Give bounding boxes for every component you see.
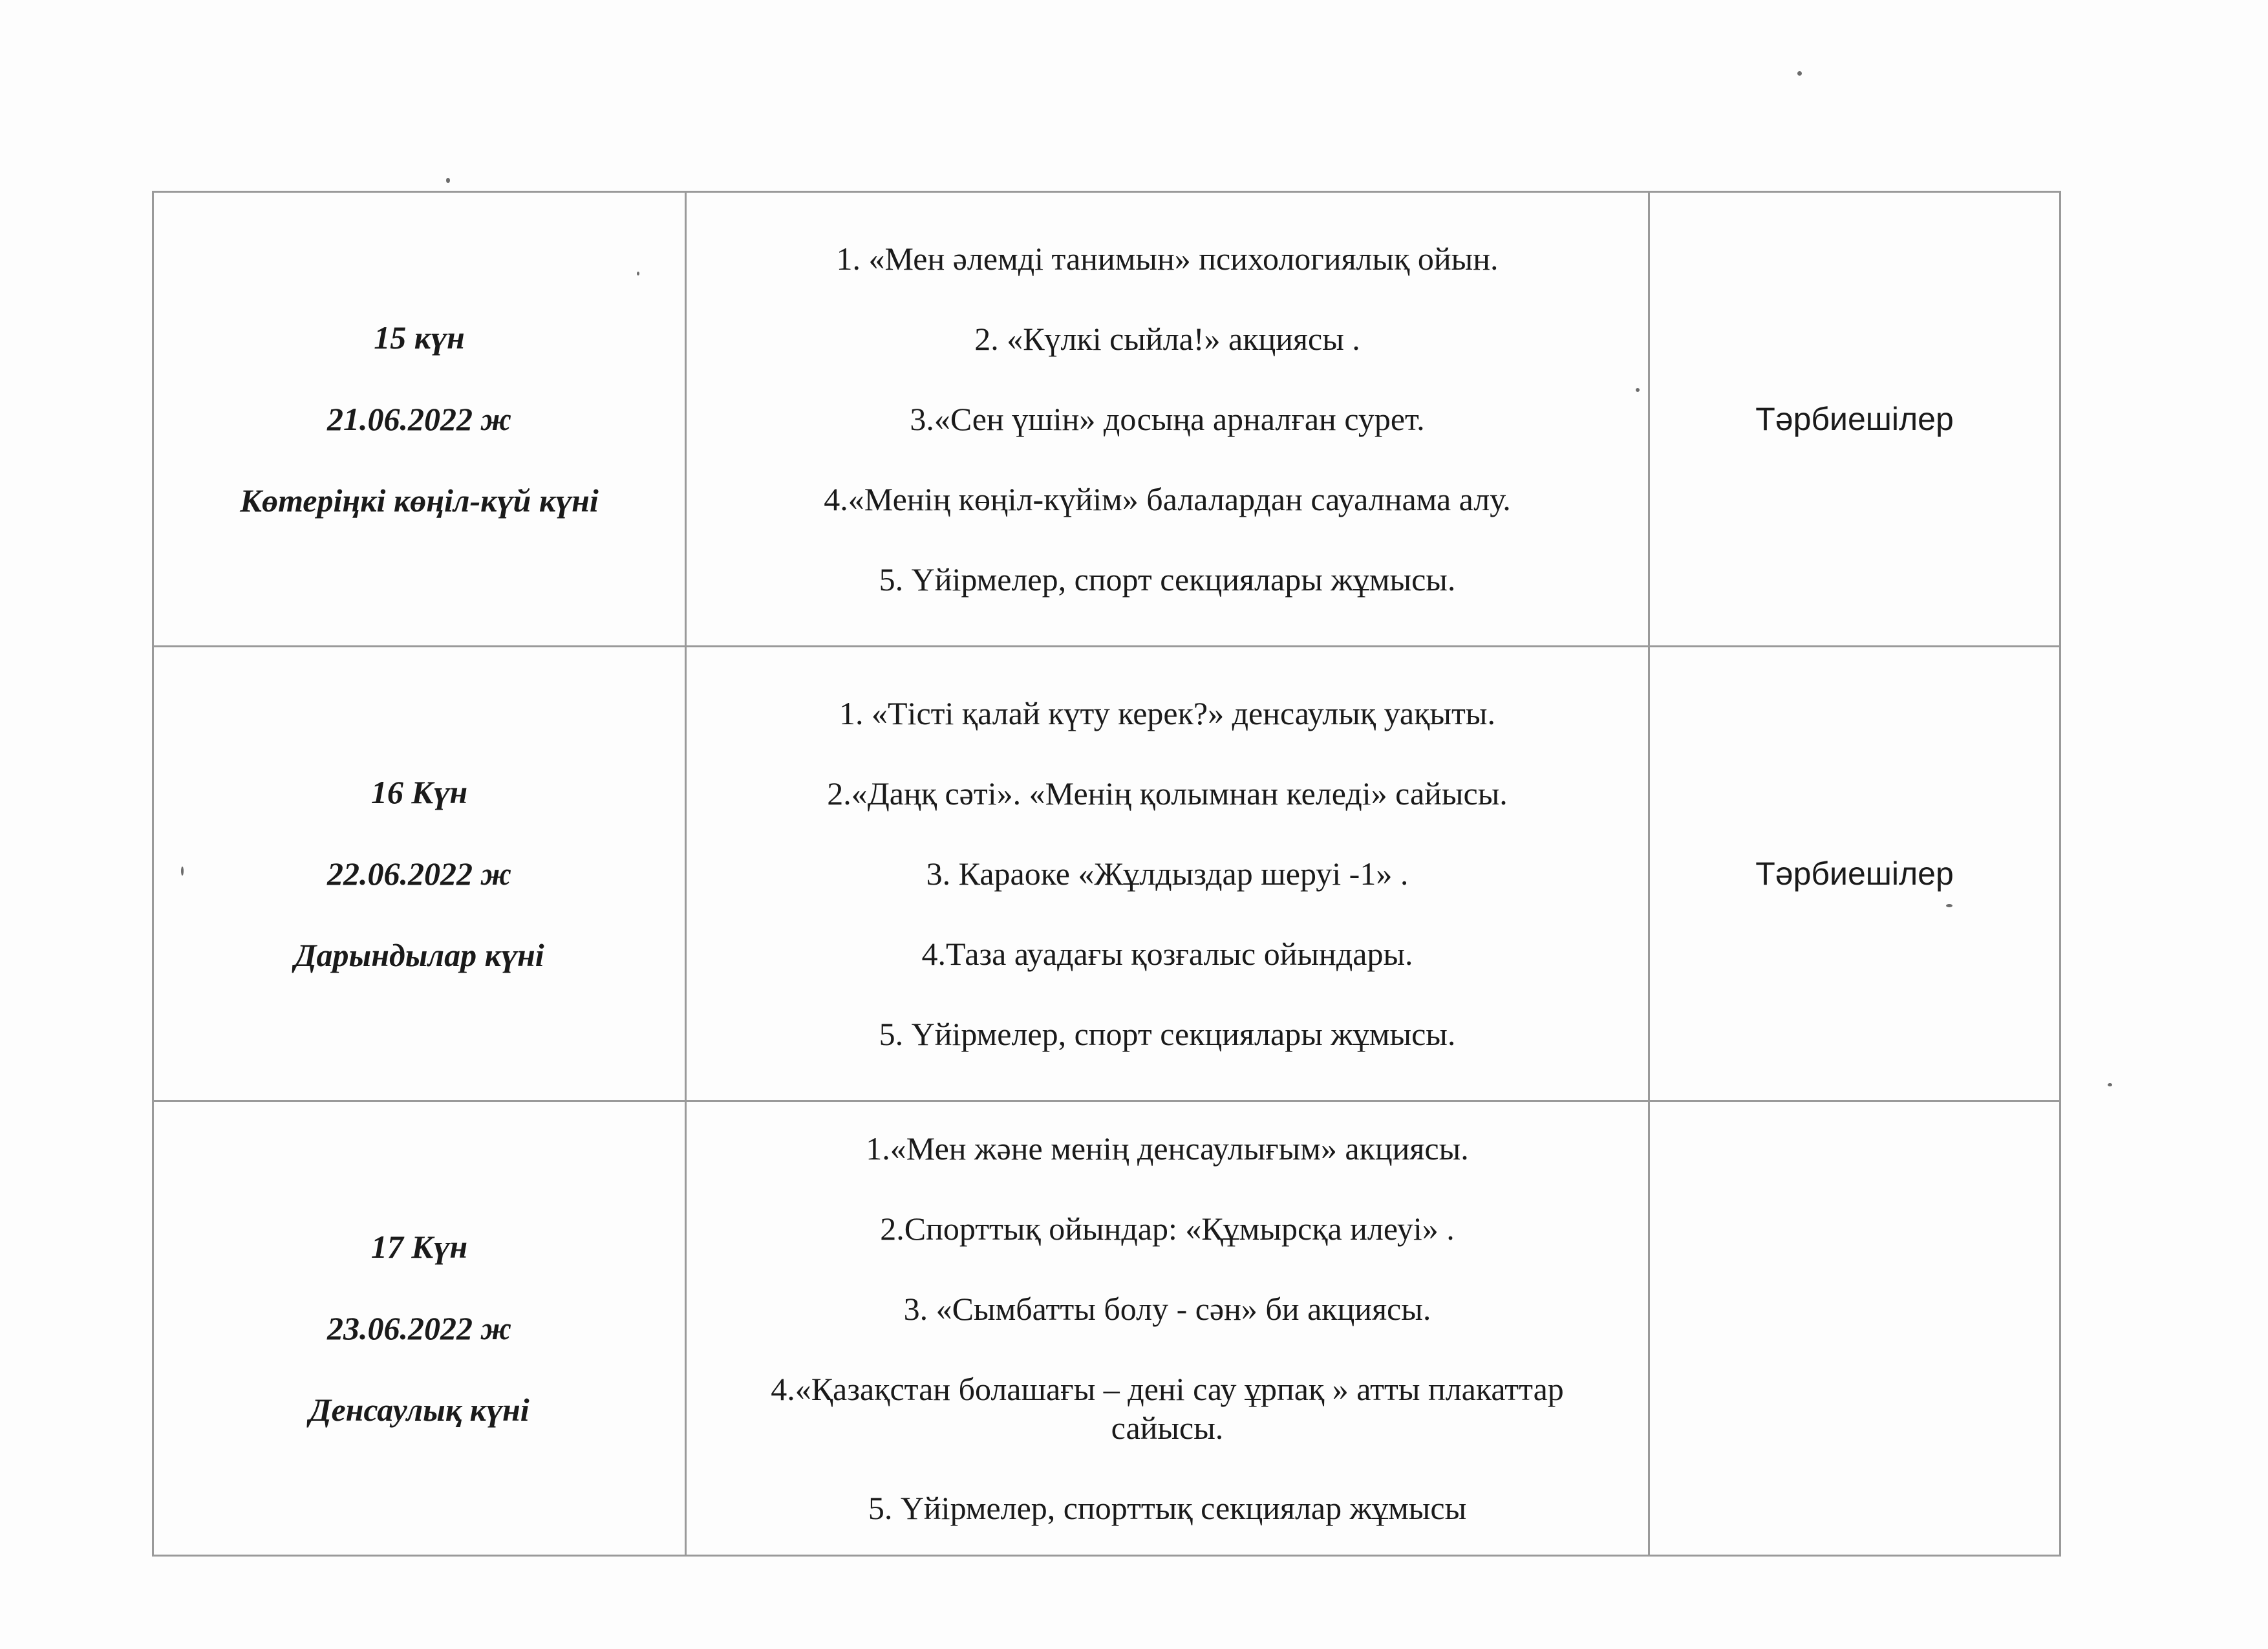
day-cell (153, 192, 686, 647)
day-cell (153, 647, 686, 1101)
day-date: 21.06.2022 ж (326, 401, 512, 437)
scan-speck (1946, 904, 1952, 907)
day-theme: Көтеріңкі көңіл-күй күні (240, 482, 599, 519)
activity-item: 1.«Мен және менің денсаулығым» акциясы. (866, 1130, 1469, 1167)
day-theme: Дарындылар күні (294, 937, 544, 973)
activity-item: 4.«Менің көңіл-күйім» балалардан сауалнама алу. (824, 481, 1511, 517)
day-number: 17 Күн (370, 1229, 468, 1265)
scan-speck (2108, 1083, 2112, 1086)
day-theme: Денсаулық күні (309, 1392, 530, 1428)
scan-speck (446, 178, 450, 183)
schedule-table (152, 191, 2061, 1557)
day-cell (153, 1101, 686, 1556)
day-date: 22.06.2022 ж (326, 856, 512, 892)
activities-cell (686, 647, 1649, 1101)
activity-item: 3.«Сен үшін» досыңа арналған сурет. (910, 401, 1425, 437)
scan-speck (1797, 71, 1802, 76)
table-row (153, 1101, 2060, 1556)
activity-item: 5. Үйірмелер, спорт секциялары жұмысы. (879, 561, 1456, 598)
activity-item: 2.«Даңқ сәті». «Менің қолымнан келеді» сайысы. (827, 775, 1508, 812)
table-row (153, 192, 2060, 647)
activity-item: 2. «Күлкі сыйла!» акциясы . (974, 321, 1360, 357)
responsible-cell: Тәрбиешілер (1649, 192, 2060, 647)
scan-speck (1636, 388, 1640, 392)
responsible-cell: Тәрбиешілер (1649, 647, 2060, 1101)
day-number: 16 Күн (370, 774, 468, 810)
scan-speck (181, 867, 184, 876)
activities-cell (686, 1101, 1649, 1556)
day-date: 23.06.2022 ж (326, 1310, 512, 1346)
day-number: 15 күн (374, 319, 465, 356)
activity-item: 1. «Тісті қалай күту керек?» денсаулық уақыты. (839, 695, 1495, 731)
activity-item: 2.Спорттық ойындар: «Құмырсқа илеуі» . (880, 1211, 1455, 1247)
responsible-cell (1649, 1101, 2060, 1556)
table-row (153, 647, 2060, 1101)
activity-item: 1. «Мен әлемді танимын» психологиялық ойын. (836, 241, 1499, 277)
activities-cell (686, 192, 1649, 647)
scan-speck (637, 272, 639, 275)
activity-item: 4.«Қазақстан болашағы – дені сау ұрпақ » атты плакаттар сайысы. (771, 1371, 1564, 1446)
activity-item: 3. Караоке «Жұлдыздар шеруі -1» . (926, 856, 1409, 892)
activity-item: 5. Үйірмелер, спорт секциялары жұмысы. (879, 1016, 1456, 1052)
activity-item: 5. Үйірмелер, спорттық секциялар жұмысы (868, 1490, 1467, 1526)
activity-item: 4.Таза ауадағы қозғалыс ойындары. (921, 936, 1413, 972)
activity-item: 3. «Сымбатты болу - сән» би акциясы. (903, 1291, 1431, 1327)
